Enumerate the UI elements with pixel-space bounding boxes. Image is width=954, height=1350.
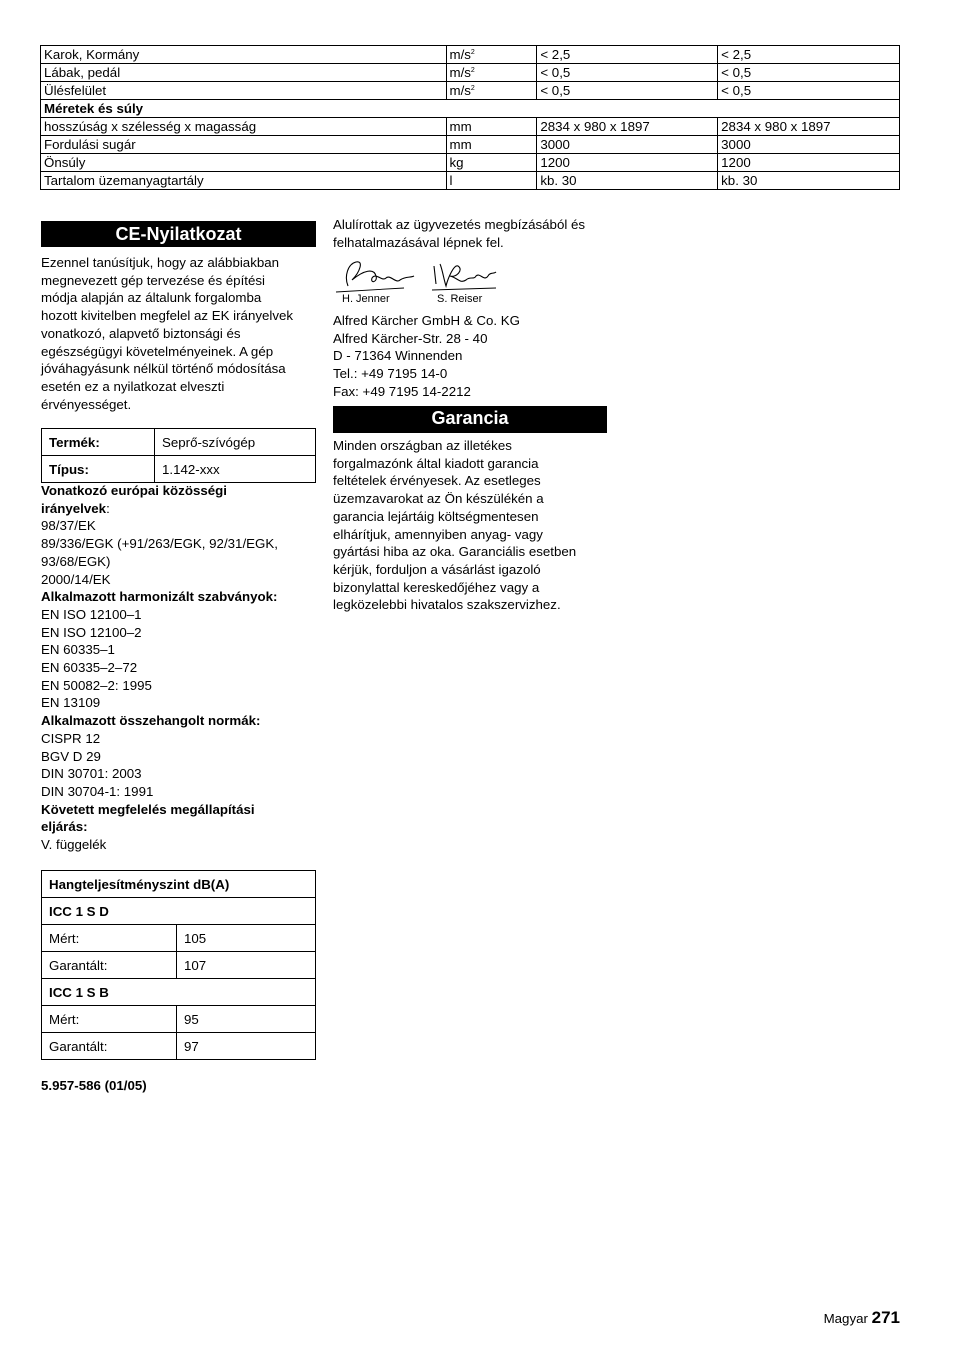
table-row: [42, 952, 316, 979]
intro-line: módja alapján az általunk forgalomba: [41, 290, 262, 306]
unit-text: m/s: [449, 65, 471, 80]
type-value: 1.142-xxx: [155, 456, 316, 483]
row-label: Lábak, pedál: [41, 64, 447, 82]
value-2: 3000: [718, 136, 900, 154]
footer-language: Magyar: [823, 1311, 868, 1326]
value-2: < 2,5: [718, 46, 900, 64]
row-label: Ülésfelület: [41, 82, 447, 100]
page-footer: [824, 1308, 900, 1328]
directives-title-cont: irányelvek: [41, 500, 107, 516]
standard-item: EN ISO 12100–2: [41, 624, 142, 640]
guaranteed-value: 107: [177, 952, 316, 979]
model-name: ICC 1 S D: [42, 898, 316, 925]
value-1: 3000: [537, 136, 718, 154]
noise-table: [41, 870, 316, 1060]
page-number: 271: [871, 1308, 900, 1327]
guaranteed-value: 97: [177, 1033, 316, 1060]
value-1: kb. 30: [537, 172, 718, 190]
intro-line: Ezennel tanúsítjuk, hogy az alábbiakban: [41, 255, 280, 270]
company-address: [333, 312, 520, 401]
table-row: [42, 871, 316, 898]
value-1: < 0,5: [537, 64, 718, 82]
address-line: Alfred Kärcher GmbH & Co. KG: [333, 313, 520, 328]
table-row: [41, 82, 900, 100]
directive-item: 98/37/EK: [41, 518, 96, 534]
warranty-line: bizonylattal kereskedőjéhez vagy a: [333, 579, 540, 595]
standard-item: EN 60335–2–72: [41, 660, 138, 676]
norm-item: DIN 30704-1: 1991: [41, 783, 154, 799]
norms-title: Alkalmazott összehangolt normák:: [41, 713, 261, 729]
intro-line: felhatalmazásával lépnek fel.: [333, 234, 504, 250]
intro-line: Alulírottak az ügyvezetés megbízásából és: [333, 217, 586, 232]
value-1: < 0,5: [537, 82, 718, 100]
ce-details: [41, 482, 278, 854]
product-table: [41, 428, 316, 483]
warranty-line: elhárítjuk, amennyiben anyag- vagy: [333, 526, 543, 542]
measured-value: 95: [177, 1006, 316, 1033]
table-row: [42, 979, 316, 1006]
row-unit: [446, 82, 537, 100]
row-label: Önsúly: [41, 154, 447, 172]
value-1: < 2,5: [537, 46, 718, 64]
row-unit: [446, 64, 537, 82]
model-name: ICC 1 S B: [42, 979, 316, 1006]
address-line: D - 71364 Winnenden: [333, 348, 463, 364]
unit-sup: 2: [470, 49, 475, 56]
product-label: Termék:: [42, 429, 155, 456]
unit-sup: 2: [470, 67, 475, 74]
table-row: [41, 64, 900, 82]
table-row: [41, 172, 900, 190]
value-1: 1200: [537, 154, 718, 172]
row-unit: mm: [446, 136, 537, 154]
section-title: Méretek és súly: [41, 100, 900, 118]
norm-item: CISPR 12: [41, 730, 101, 746]
signatories-intro: [333, 216, 585, 251]
standard-item: EN ISO 12100–1: [41, 606, 142, 622]
table-row: [42, 456, 316, 483]
value-2: 2834 x 980 x 1897: [718, 118, 900, 136]
procedure-value: V. függelék: [41, 837, 107, 853]
document-code: 5.957-586 (01/05): [41, 1078, 147, 1093]
intro-line: érvényességet.: [41, 396, 132, 412]
ce-intro: [41, 254, 293, 413]
value-2: 1200: [718, 154, 900, 172]
intro-line: megnevezett gép tervezése és építési: [41, 272, 265, 288]
intro-line: egészségügyi követelményeinek. A gép: [41, 343, 274, 359]
directive-item: 89/336/EGK (+91/263/EGK, 92/31/EGK,: [41, 536, 278, 552]
value-2: < 0,5: [718, 82, 900, 100]
warranty-line: kérjük, forduljon a vásárlást igazoló: [333, 561, 541, 577]
section-row: [41, 100, 900, 118]
table-row: [41, 136, 900, 154]
warranty-text: [333, 437, 576, 614]
directives-colon: :: [106, 500, 110, 516]
directives-title: Vonatkozó európai közösségi: [41, 483, 227, 498]
standard-item: EN 60335–1: [41, 642, 115, 658]
measured-label: Mért:: [42, 925, 177, 952]
table-row: [42, 898, 316, 925]
warranty-line: garancia lejártáig költségmentesen: [333, 508, 539, 524]
table-row: [42, 1033, 316, 1060]
table-row: [42, 429, 316, 456]
unit-sup: 2: [470, 85, 475, 92]
table-row: [41, 118, 900, 136]
address-line: Alfred Kärcher-Str. 28 - 40: [333, 330, 488, 346]
address-line: Fax: +49 7195 14-2212: [333, 383, 471, 399]
directive-item: 93/68/EGK): [41, 553, 111, 569]
norm-item: BGV D 29: [41, 748, 101, 764]
warranty-heading: Garancia: [333, 406, 607, 433]
measured-label: Mért:: [42, 1006, 177, 1033]
row-unit: kg: [446, 154, 537, 172]
value-1: 2834 x 980 x 1897: [537, 118, 718, 136]
procedure-title-cont: eljárás:: [41, 819, 88, 835]
guaranteed-label: Garantált:: [42, 952, 177, 979]
table-row: [42, 925, 316, 952]
standard-item: EN 50082–2: 1995: [41, 677, 152, 693]
address-line: Tel.: +49 7195 14-0: [333, 366, 448, 382]
row-unit: l: [446, 172, 537, 190]
unit-text: m/s: [449, 83, 471, 98]
measured-value: 105: [177, 925, 316, 952]
intro-line: hozott kivitelben megfelel az EK irányelvek: [41, 308, 294, 324]
row-unit: [446, 46, 537, 64]
row-label: hosszúság x szélesség x magasság: [41, 118, 447, 136]
intro-line: vonatkozó, alapvető biztonsági és: [41, 325, 241, 341]
warranty-line: legközelebbi hivatalos szakszervizhez.: [333, 597, 561, 613]
signatory-name-1: H. Jenner: [342, 293, 390, 305]
warranty-line: gyártási hiba az oka. Garanciális esetben: [333, 544, 577, 560]
warranty-line: forgalmazónk által kiadott garancia: [333, 455, 539, 471]
norm-item: DIN 30701: 2003: [41, 766, 142, 782]
table-row: [41, 154, 900, 172]
row-label: Karok, Kormány: [41, 46, 447, 64]
value-2: kb. 30: [718, 172, 900, 190]
standard-item: EN 13109: [41, 695, 101, 711]
directive-item: 2000/14/EK: [41, 571, 111, 587]
product-value: Seprő-szívógép: [155, 429, 316, 456]
warranty-line: feltételek érvényesek. Az esetleges: [333, 473, 541, 489]
table-row: [41, 46, 900, 64]
intro-line: esetén ez a nyilatkozat elveszti: [41, 378, 225, 394]
signatory-name-2: S. Reiser: [437, 293, 483, 305]
warranty-line: Minden országban az illetékes: [333, 438, 512, 453]
type-label: Típus:: [42, 456, 155, 483]
row-unit: mm: [446, 118, 537, 136]
value-2: < 0,5: [718, 64, 900, 82]
ce-heading: CE-Nyilatkozat: [41, 221, 316, 247]
guaranteed-label: Garantált:: [42, 1033, 177, 1060]
table-row: [42, 1006, 316, 1033]
procedure-title: Követett megfelelés megállapítási: [41, 801, 255, 817]
row-label: Fordulási sugár: [41, 136, 447, 154]
warranty-line: üzemzavarokat az Ön készülékén a: [333, 491, 544, 507]
signature-image: [334, 258, 504, 298]
intro-line: jóváhagyásunk nélkül történő módosítása: [41, 361, 286, 377]
noise-title: Hangteljesítményszint dB(A): [42, 871, 316, 898]
spec-table: [40, 45, 900, 190]
standards-title: Alkalmazott harmonizált szabványok:: [41, 589, 278, 605]
unit-text: m/s: [449, 47, 471, 62]
row-label: Tartalom üzemanyagtartály: [41, 172, 447, 190]
